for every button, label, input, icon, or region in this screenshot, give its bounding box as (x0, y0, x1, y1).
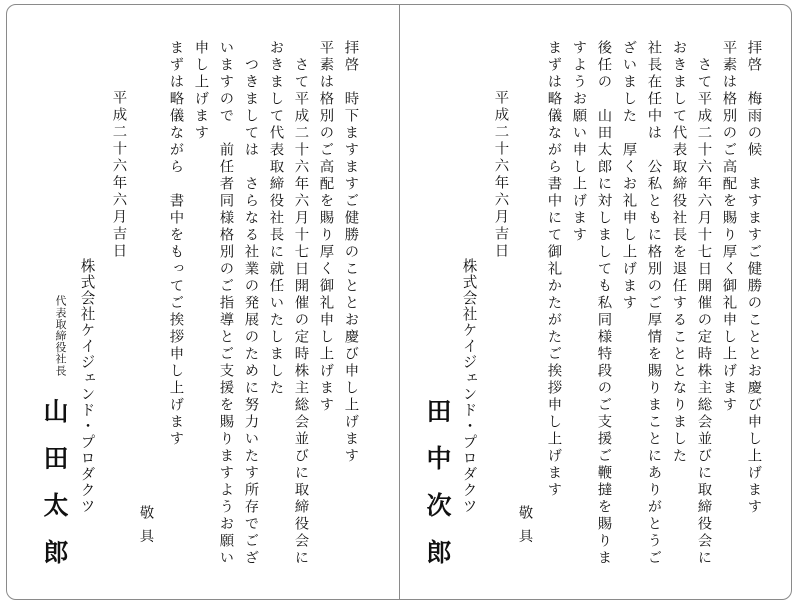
left-body-line-5: つきましては さらなる社業の発展のために努力いたす所存でござ (242, 40, 259, 567)
left-closing: 敬具 (137, 505, 154, 552)
left-body-line-4: おきまして代表取締役社長に就任いたしました (267, 40, 284, 397)
left-body-line-3: さて平成二十六年六月十七日開催の定時株主総会並びに取締役会に (292, 40, 309, 567)
left-title: 代表取締役社長 (54, 295, 67, 377)
right-body-line-7: 後任の 山田太郎に対しましても私同様特段のご支援ご鞭撻を賜りま (595, 40, 612, 567)
right-name: 田中次郎 (423, 398, 452, 586)
right-company: 株式会社ケイジェンド・プロダクツ (460, 258, 478, 514)
left-body-line-8: まずは略儀ながら 書中をもってご挨拶申し上げます (167, 40, 184, 448)
right-body-line-9: まずは略儀ながら書中にて御礼かたがたご挨拶申し上げます (545, 40, 562, 499)
left-body-line-7: 申し上げます (192, 40, 209, 142)
right-body-line-2: 平素は格別のご高配を賜り厚く御礼申し上げます (720, 40, 737, 414)
left-name: 山田太郎 (40, 398, 69, 586)
left-body-line-2: 平素は格別のご高配を賜り厚く御礼申し上げます (317, 40, 334, 414)
left-company: 株式会社ケイジェンド・プロダクツ (78, 258, 96, 514)
right-body-line-8: すようお願い申し上げます (570, 40, 587, 244)
right-body-line-6: ざいました 厚くお礼申し上げます (620, 40, 637, 312)
left-date: 平成二十六年六月吉日 (110, 90, 127, 260)
right-closing: 敬具 (516, 505, 533, 552)
left-body-line-6: いますので 前任者同様格別のご指導とご支援を賜りますようお願い (217, 40, 234, 567)
left-body-line-1: 拝啓 時下ますますご健勝のこととお慶び申し上げます (342, 40, 359, 465)
right-body-line-3: さて平成二十六年六月十七日開催の定時株主総会並びに取締役会に (695, 40, 712, 567)
right-date: 平成二十六年六月吉日 (492, 90, 509, 260)
right-body-line-1: 拝啓 梅雨の候 ますますご健勝のこととお慶び申し上げます (745, 40, 762, 516)
right-body-line-5: 社長在任中は 公私ともに格別のご厚情を賜りまことにありがとうご (645, 40, 662, 567)
right-body-line-4: おきまして代表取締役社長を退任することとなりました (670, 40, 687, 465)
fold-line (399, 4, 400, 600)
